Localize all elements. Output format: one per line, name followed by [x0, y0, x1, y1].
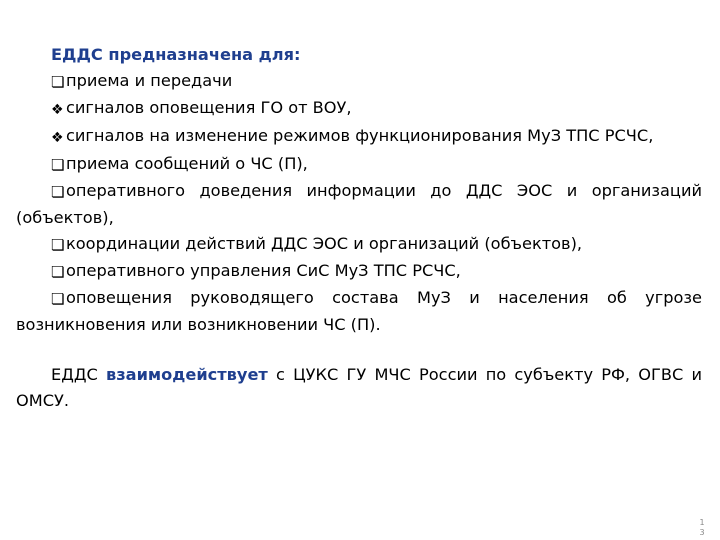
list-item	[16, 258, 702, 285]
list-item	[16, 68, 702, 95]
list-item-text: оперативного управления СиС МуЗ ТПС РСЧС,	[66, 261, 461, 280]
interaction-paragraph	[16, 362, 702, 414]
list-item-text: приема сообщений о ЧС (П),	[66, 154, 308, 173]
list-item	[16, 178, 702, 231]
checkbox-bullet-icon	[51, 259, 64, 285]
paragraph-text-start: ЕДДС	[51, 365, 107, 384]
list-item	[16, 95, 702, 123]
diamond-star-bullet-icon	[51, 96, 64, 123]
slide-title: ЕДДС предназначена для:	[51, 45, 301, 64]
checkbox-bullet-icon	[51, 69, 64, 95]
list-item-text: приема и передачи	[66, 71, 233, 90]
diamond-star-bullet-icon	[51, 124, 64, 151]
paragraph-text-end: с ЦУКС ГУ МЧС России по субъекту РФ, ОГВС и ОМСУ.	[16, 365, 702, 410]
checkbox-bullet-icon	[51, 286, 64, 312]
list-item-text: оповещения руководящего состава МуЗ и населения об угрозе возникновения или возникновении ЧС (П).	[16, 288, 702, 334]
list-item	[16, 285, 702, 338]
paragraph-emphasis: взаимодействует	[106, 365, 268, 384]
checkbox-bullet-icon	[51, 152, 64, 178]
list-item	[16, 123, 702, 151]
list-item-text: координации действий ДДС ЭОС и организаций (объектов),	[66, 234, 583, 253]
slide-content	[16, 42, 702, 414]
checkbox-bullet-icon	[51, 179, 64, 205]
spacer	[16, 338, 702, 362]
list-item-text: сигналов оповещения ГО от ВОУ,	[66, 98, 352, 117]
page-number: 13	[699, 518, 705, 537]
list-item-text: сигналов на изменение режимов функционирования МуЗ ТПС РСЧС,	[66, 126, 654, 145]
list-item	[16, 151, 702, 178]
list-item-text: оперативного доведения информации до ДДС ЭОС и организаций (объектов),	[16, 181, 702, 227]
checkbox-bullet-icon	[51, 232, 64, 258]
list-item	[16, 231, 702, 258]
